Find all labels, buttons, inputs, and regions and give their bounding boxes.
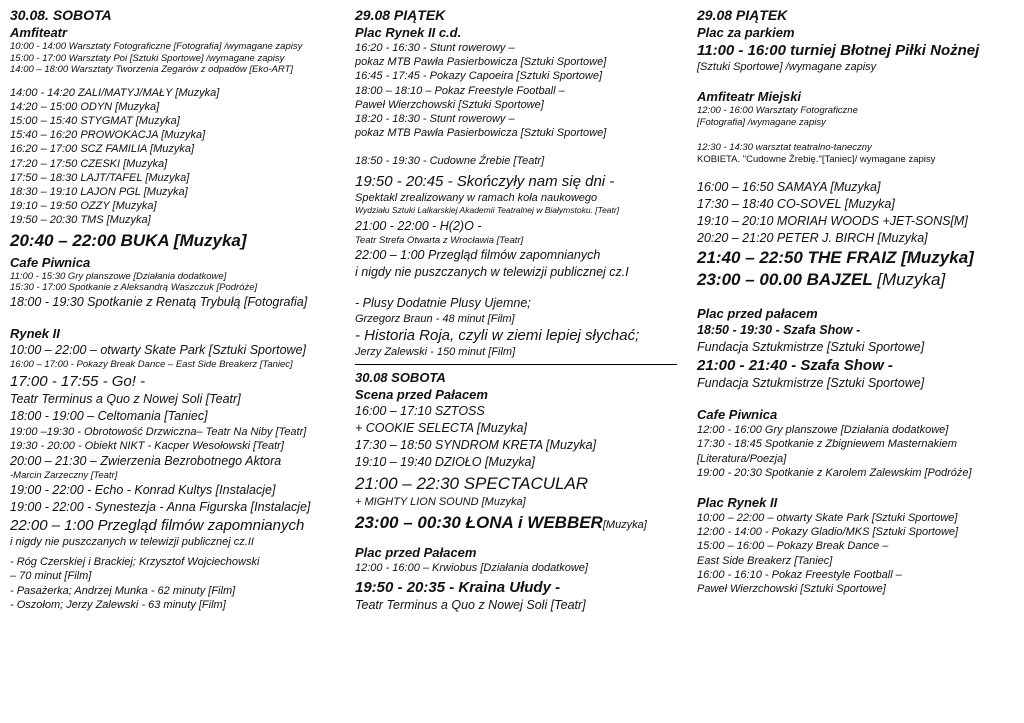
event-line: 18:20 - 18:30 - Stunt rowerowy – (355, 113, 515, 126)
event-line: Teatr Terminus a Quo z Nowej Soli [Teatr] (355, 597, 586, 612)
event-line: 17:30 – 18:50 SYNDROM KRETA [Muzyka] (355, 438, 597, 453)
film-line: Jerzy Zalewski - 150 minut [Film] (355, 346, 516, 359)
event-line: 18:50 - 19:30 - Cudowne Źrebie [Teatr] (355, 155, 545, 168)
event-line: 12:30 - 14:30 warsztat teatralno-taneczny (697, 142, 872, 154)
event-line: 16:20 - 16:30 - Stunt rowerowy – (355, 42, 515, 54)
event-line: 12:00 - 16:00 Warsztaty Fotograficzne (697, 105, 858, 117)
event-line: 16:00 - 16:10 - Pokaz Freestyle Football – (697, 568, 902, 581)
event-line: Paweł Wierzchowski [Sztuki Sportowe] (355, 98, 544, 111)
venue-heading: Scena przed Pałacem (355, 387, 488, 403)
event-line: 12:00 - 16:00 – Krwiobus [Działania dodatkowe] (355, 562, 588, 575)
event-line: 18:00 - 19:30 Spotkanie z Renatą Trybułą [Fotografia] (10, 294, 308, 309)
day-heading: 29.08 PIĄTEK (697, 7, 788, 23)
event-line: [Fotografia] /wymagane zapisy (697, 116, 826, 128)
event-line: i nigdy nie puszczanych w telewizji publicznej cz.I (355, 264, 629, 279)
venue-heading: Plac za parkiem (697, 25, 795, 40)
event-line: 16:00 – 17:10 SZTOSS (355, 404, 485, 419)
column-saturday-amfiteatr (10, 6, 345, 612)
event-line: 16:00 – 17:00 - Pokazy Break Dance – East Side Breakerz [Taniec] (10, 358, 293, 370)
event-line: + COOKIE SELECTA [Muzyka] (355, 421, 527, 436)
event-line: 15:40 – 16:20 PROWOKACJA [Muzyka] (10, 129, 206, 142)
venue-heading: Amfiteatr (10, 25, 68, 40)
event-line: 22:00 – 1:00 Przegląd filmów zapomnianych (355, 247, 601, 262)
section-divider (355, 364, 677, 365)
event-line: pokaz MTB Pawła Pasierbowicza [Sztuki Sportowe] (355, 56, 607, 69)
event-line: 14:20 – 15:00 ODYN [Muzyka] (10, 100, 160, 113)
event-line: Paweł Wierzchowski [Sztuki Sportowe] (697, 583, 886, 596)
event-line: 21:00 – 22:30 SPECTACULAR (355, 474, 589, 494)
event-line: 10:00 – 22:00 – otwarty Skate Park [Sztuki Sportowe] (697, 512, 958, 525)
headliner-title: 23:00 – 00.00 BAJZEL (697, 270, 873, 290)
event-line: 17:50 – 18:30 LAJT/TAFEL [Muzyka] (10, 171, 190, 184)
event-line: 10:00 – 22:00 – otwarty Skate Park [Sztuki Sportowe] (10, 342, 306, 357)
film-line: - Oszołom; Jerzy Zalewski - 63 minuty [Film] (10, 598, 226, 611)
headliner-event (697, 269, 1019, 291)
event-line: 17:20 – 17:50 CZESKI [Muzyka] (10, 157, 168, 170)
venue-heading: Cafe Piwnica (697, 407, 778, 423)
event-line: 11:00 - 16:00 turniej Błotnej Piłki Nożnej (697, 42, 980, 59)
film-line: - Róg Czerskiej i Brackiej; Krzysztof Wojciechowski (10, 556, 260, 569)
event-line: [Sztuki Sportowe] /wymagane zapisy (697, 61, 877, 73)
venue-heading: Plac Rynek II c.d. (355, 25, 462, 40)
film-line: Grzegorz Braun - 48 minut [Film] (355, 312, 515, 325)
event-line: Fundacja Sztukmistrze [Sztuki Sportowe] (697, 376, 925, 391)
venue-heading: Cafe Piwnica (10, 254, 91, 270)
event-line: 15:00 - 17:00 Warsztaty Poi [Sztuki Sportowe] /wymagane zapisy (10, 52, 285, 64)
category-tag: [Muzyka] (602, 519, 647, 532)
event-line: pokaz MTB Pawła Pasierbowicza [Sztuki Sportowe] (355, 127, 607, 140)
event-line: 10:00 - 14:00 Warsztaty Fotograficzne [Fotografia] /wymagane zapisy (10, 41, 303, 52)
event-line: 17:00 - 17:55 - Go! - (10, 373, 146, 391)
event-line: 22:00 – 1:00 Przegląd filmów zapomnianych (10, 516, 305, 534)
event-line: Teatr Terminus a Quo z Nowej Soli [Teatr] (10, 392, 241, 407)
day-heading: 30.08. SOBOTA (10, 7, 112, 23)
event-line: Teatr Strefa Otwarta z Wrocławia [Teatr] (355, 235, 524, 247)
event-line: 20:20 – 21:20 PETER J. BIRCH [Muzyka] (697, 231, 928, 246)
film-line: – 70 minut [Film] (10, 570, 92, 583)
event-line: 16:00 – 16:50 SAMAYA [Muzyka] (697, 180, 881, 195)
film-line: - Pasażerka; Andrzej Munka - 62 minuty [Film] (10, 584, 236, 597)
venue-heading: Amfiteatr Miejski (697, 89, 802, 105)
event-line: 19:00 - 22:00 - Echo - Konrad Kultys [Instalacje] (10, 482, 276, 497)
event-line: 17:30 - 18:45 Spotkanie z Zbigniewem Masternakiem (697, 438, 957, 451)
event-line: 18:00 – 18:10 – Pokaz Freestyle Football – (355, 84, 565, 97)
event-line: 19:00 - 20:30 Spotkanie z Karolem Zalewskim [Podróże] (697, 466, 972, 479)
event-line: 21:00 - 22:00 - H(2)O - (355, 219, 482, 234)
event-line: East Side Breakerz [Taniec] (697, 554, 833, 567)
event-line: i nigdy nie puszczanych w telewizji publicznej cz.II (10, 535, 254, 548)
event-line: + MIGHTY LION SOUND [Muzyka] (355, 496, 526, 509)
venue-heading: Plac przed pałacem (697, 306, 818, 322)
event-line: Wydziału Sztuki Lalkarskiej Akademii Teatralnej w Białymstoku. [Teatr] (355, 204, 620, 215)
event-line: 11:00 - 15:30 Gry planszowe [Działania dodatkowe] (10, 270, 227, 282)
event-line: 19:00 - 22:00 - Synestezja - Anna Figurska [Instalacje] (10, 499, 311, 514)
event-line: 19:10 – 19:50 OZZY [Muzyka] (10, 200, 157, 213)
event-line: [Literatura/Poezja] (697, 452, 787, 465)
event-line: 15:00 – 15:40 STYGMAT [Muzyka] (10, 114, 180, 127)
event-line: Spektakl zrealizowany w ramach koła naukowego (355, 191, 598, 204)
event-line: Fundacja Sztukmistrze [Sztuki Sportowe] (697, 340, 925, 355)
event-line: 19:30 - 20:00 - Obiekt NIKT - Kacper Wesołowski [Teatr] (10, 440, 284, 453)
event-line: 14:00 – 18:00 Warsztaty Tworzenia Zegarów z odpadów [Eko-ART] (10, 64, 294, 75)
headliner-event: 20:40 – 22:00 BUKA [Muzyka] (10, 230, 247, 250)
event-line: 15:00 – 16:00 – Pokazy Break Dance – (697, 540, 889, 553)
column-friday-plac (697, 6, 1019, 596)
event-line: 15:30 - 17:00 Spotkanie z Aleksandrą Waszczuk [Podróże] (10, 282, 258, 294)
day-heading: 29.08 PIĄTEK (355, 7, 446, 23)
headliner-event (355, 512, 685, 534)
headliner-event: 21:40 – 22:50 THE FRAIZ [Muzyka] (697, 248, 974, 268)
event-line: 19:50 – 20:30 TMS [Muzyka] (10, 214, 151, 227)
film-line: - Plusy Dodatnie Plusy Ujemne; (355, 295, 531, 310)
column-friday-rynek (355, 6, 685, 614)
event-line: 18:00 - 19:00 – Celtomania [Taniec] (10, 409, 208, 424)
event-line: 18:50 - 19:30 - Szafa Show - (697, 323, 861, 338)
category-tag: [Muzyka] (877, 270, 946, 290)
event-line: 19:10 – 20:10 MORIAH WOODS +JET-SONS[M] (697, 214, 968, 229)
venue-heading: Plac Rynek II (697, 495, 778, 511)
event-line: 21:00 - 21:40 - Szafa Show - (697, 357, 893, 375)
venue-heading: Plac przed Pałacem (355, 545, 477, 561)
event-line: 14:00 - 14:20 ZALI/MATYJ/MAŁY [Muzyka] (10, 86, 220, 99)
day-heading: 30.08 SOBOTA (355, 370, 446, 386)
event-line: 17:30 – 18:40 CO-SOVEL [Muzyka] (697, 197, 895, 212)
event-line: 19:00 –19:30 - Obrotowość Drzwiczna– Teatr Na Niby [Teatr] (10, 426, 307, 439)
event-line: 16:45 - 17:45 - Pokazy Capoeira [Sztuki Sportowe] (355, 70, 603, 83)
event-line: 19:50 - 20:45 - Skończyły nam się dni - (355, 172, 615, 190)
event-line: 19:10 – 19:40 DZIOŁO [Muzyka] (355, 455, 535, 470)
event-line: KOBIETA. "Cudowne Źrebię."[Taniec]/ wymagane zapisy (697, 153, 936, 165)
event-line: 12:00 - 14:00 - Pokazy Gladio/MKS [Sztuki Sportowe] (697, 526, 959, 539)
event-line: 19:50 - 20:35 - Kraina Ułudy - (355, 578, 561, 596)
venue-heading: Rynek II (10, 325, 60, 341)
film-line: - Historia Roja, czyli w ziemi lepiej słychać; (355, 327, 640, 345)
headliner-title: 23:00 – 00:30 ŁONA i WEBBER (355, 513, 603, 533)
event-line: 16:20 – 17:00 SCZ FAMILIA [Muzyka] (10, 143, 195, 156)
event-line: -Marcin Zarzeczny [Teatr] (10, 470, 118, 482)
event-line: 18:30 – 19:10 LAJON PGL [Muzyka] (10, 185, 188, 198)
event-line: 12:00 - 16:00 Gry planszowe [Działania dodatkowe] (697, 424, 949, 437)
event-line: 20:00 – 21:30 – Zwierzenia Bezrobotnego Aktora (10, 454, 282, 469)
